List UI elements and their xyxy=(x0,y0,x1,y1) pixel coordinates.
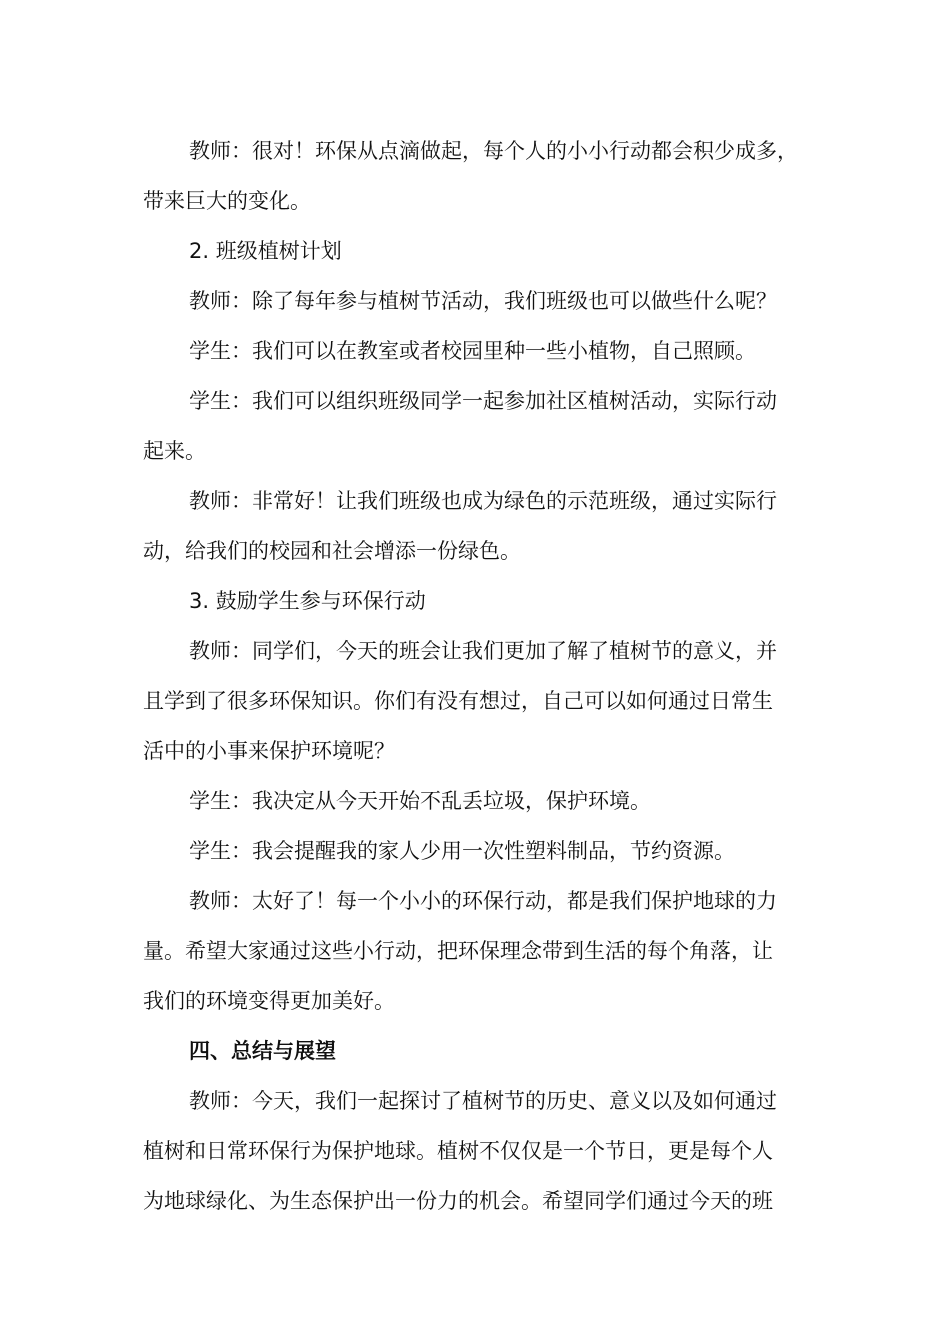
document-body xyxy=(143,126,813,1226)
text-line: 植树和日常环保行为保护地球。植树不仅仅是一个节日，更是每个人 xyxy=(143,1139,773,1163)
text-line: 教师：很对！环保从点滴做起，每个人的小小行动都会积少成多， xyxy=(189,139,798,163)
text-line: 学生：我会提醒我的家人少用一次性塑料制品，节约资源。 xyxy=(189,839,735,863)
text-line: 且学到了很多环保知识。你们有没有想过，自己可以如何通过日常生 xyxy=(143,689,773,713)
text-line: 教师：除了每年参与植树节活动，我们班级也可以做些什么呢？ xyxy=(189,289,777,313)
text-line: 教师：同学们，今天的班会让我们更加了解了植树节的意义，并 xyxy=(189,639,777,663)
text-line: 为地球绿化、为生态保护出一份力的机会。希望同学们通过今天的班 xyxy=(143,1189,773,1213)
section-subheading: 3. 鼓励学生参与环保行动 xyxy=(189,589,426,613)
text-line: 学生：我决定从今天开始不乱丢垃圾，保护环境。 xyxy=(189,789,651,813)
section-heading: 四、总结与展望 xyxy=(189,1039,336,1063)
text-line: 教师：今天，我们一起探讨了植树节的历史、意义以及如何通过 xyxy=(189,1089,777,1113)
text-line: 教师：太好了！每一个小小的环保行动，都是我们保护地球的力 xyxy=(189,889,777,913)
text-line: 起来。 xyxy=(143,439,206,463)
text-line: 带来巨大的变化。 xyxy=(143,189,311,213)
section-subheading: 2. 班级植树计划 xyxy=(189,239,342,263)
text-line: 教师：非常好！让我们班级也成为绿色的示范班级，通过实际行 xyxy=(189,489,777,513)
text-line: 活中的小事来保护环境呢？ xyxy=(143,739,395,763)
text-line: 学生：我们可以组织班级同学一起参加社区植树活动，实际行动 xyxy=(189,389,777,413)
text-line: 学生：我们可以在教室或者校园里种一些小植物，自己照顾。 xyxy=(189,339,756,363)
text-line: 我们的环境变得更加美好。 xyxy=(143,989,395,1013)
text-line: 动，给我们的校园和社会增添一份绿色。 xyxy=(143,539,521,563)
text-line: 量。希望大家通过这些小行动，把环保理念带到生活的每个角落，让 xyxy=(143,939,773,963)
